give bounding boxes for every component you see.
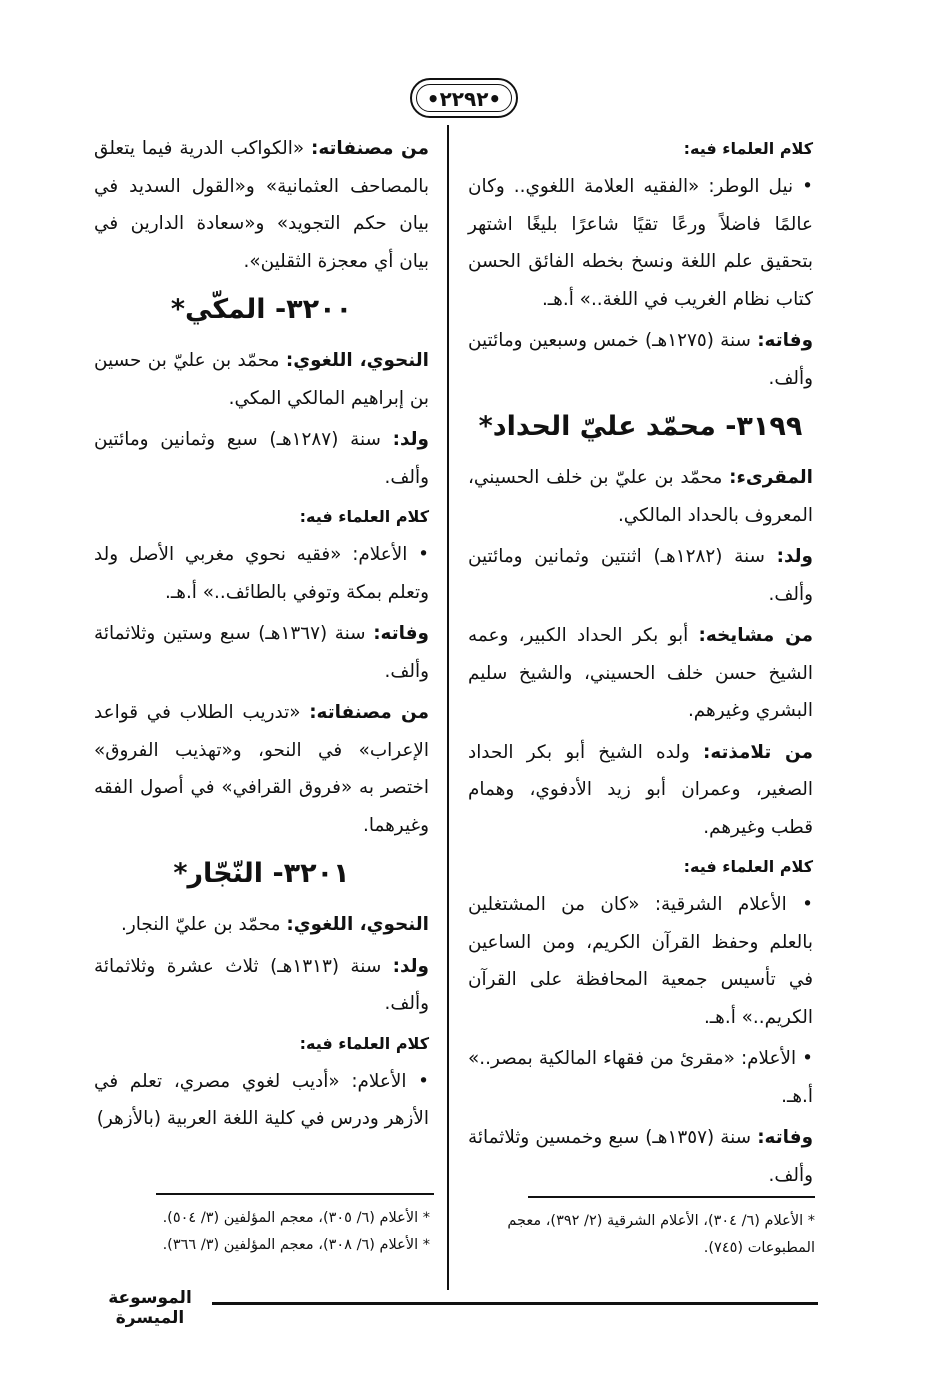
section-label: كلام العلماء فيه: xyxy=(299,507,429,526)
teachers-text: أبو بكر الحداد الكبير، وعمه الشيخ حسن خلف الحسيني، والشيخ سليم البشري وغيرهم. xyxy=(468,625,813,721)
death-label: وفاته: xyxy=(373,623,429,644)
death-paragraph xyxy=(468,1119,813,1194)
works-paragraph xyxy=(94,694,429,844)
footnote: * الأعلام (٦/ ٣٠٨)، معجم المؤلفين (٣/ ٣٦٦). xyxy=(162,1237,430,1253)
death-text: سنة (١٢٧٥هـ) خمس وسبعين ومائتين وألف. xyxy=(468,330,813,389)
right-column xyxy=(468,130,813,1198)
page-number: •٢٢٩٢• xyxy=(426,87,502,111)
works-label: من مصنفاته: xyxy=(311,138,429,159)
name-text: محمّد بن عليّ النجار. xyxy=(121,914,281,935)
name-label: النحوي، اللغوي: xyxy=(286,914,429,935)
students-text: ولده الشيخ أبو بكر الحداد الصغير، وعمران أبو زيد الأدفوي، وهمام قطب وغيرهم. xyxy=(468,741,813,838)
death-paragraph xyxy=(94,615,429,690)
column-divider xyxy=(447,125,449,1290)
left-column xyxy=(94,130,429,1142)
footnote-rule xyxy=(156,1193,434,1195)
students-label: من تلامذته: xyxy=(703,741,813,763)
birth-text: سنة (١٣١٣هـ) ثلاث عشرة وثلاثمائة وألف. xyxy=(94,955,429,1014)
page-number-frame xyxy=(410,78,518,118)
death-label: وفاته: xyxy=(757,1127,813,1148)
birth-paragraph xyxy=(94,948,429,1023)
death-paragraph xyxy=(468,322,813,397)
death-text: سنة (١٣٦٧هـ) سبع وستين وثلاثمائة وألف. xyxy=(94,623,429,682)
footnotes-left xyxy=(90,1205,430,1259)
entry-heading: ٣٢٠١- النّجّار* xyxy=(173,858,350,889)
name-paragraph xyxy=(94,342,429,417)
students-paragraph xyxy=(468,734,813,847)
footnote-rule xyxy=(528,1196,815,1198)
works-label: من مصنفاته: xyxy=(309,702,429,723)
name-label: النحوي، اللغوي: xyxy=(285,350,429,371)
birth-paragraph xyxy=(468,538,813,613)
birth-text: سنة (١٢٨٧هـ) سبع وثمانين ومائتين وألف. xyxy=(94,429,429,488)
works-text: «الكواكب الدرية فيما يتعلق بالمصاحف العثمانية» و«القول السديد في بيان حكم التجويد» و«سعادة الدارين في بيان أي معجزة الثقلين». xyxy=(94,138,429,272)
quote-paragraph: • الأعلام: «أديب لغوي مصري، تعلم في الأزهر ودرس في كلية اللغة العربية (بالأزهر) xyxy=(94,1070,429,1129)
section-label: كلام العلماء فيه: xyxy=(299,1033,429,1053)
name-label: المقرىء: xyxy=(729,467,813,488)
birth-paragraph xyxy=(94,421,429,496)
teachers-label: من مشايخه: xyxy=(698,625,814,646)
quote-paragraph: • الأعلام الشرقية: «كان من المشتغلين بالعلم وحفظ القرآن الكريم، ومن الساعين في تأسيس جمعية المحافظة على القرآن الكريم..» أ.هـ. xyxy=(468,894,813,1028)
birth-label: ولد: xyxy=(392,429,429,450)
section-label: كلام العلماء فيه: xyxy=(683,139,813,158)
quote-paragraph: • الأعلام: «فقيه نحوي مغربي الأصل ولد وتعلم بمكة وتوفي بالطائف..» أ.هـ. xyxy=(94,544,429,603)
death-text: سنة (١٣٥٧هـ) سبع وخمسين وثلاثمائة وألف. xyxy=(468,1127,813,1186)
quote-paragraph: • الأعلام: «مقرئ من فقهاء المالكية بمصر..» أ.هـ. xyxy=(468,1048,813,1107)
footnote: * الأعلام (٦/ ٣٠٥)، معجم المؤلفين (٣/ ٥٠٤). xyxy=(162,1210,430,1226)
name-text: محمّد بن عليّ بن خلف الحسيني، المعروف بالحداد المالكي. xyxy=(468,467,813,526)
teachers-paragraph xyxy=(468,617,813,730)
birth-text: سنة (١٢٨٢هـ) اثنتين وثمانين ومائتين وألف. xyxy=(468,546,813,605)
footer-rule xyxy=(212,1302,818,1305)
birth-label: ولد: xyxy=(776,546,813,567)
name-paragraph xyxy=(468,459,813,534)
death-label: وفاته: xyxy=(757,330,813,351)
footer-brand: الموسوعة الميسرة xyxy=(108,1288,192,1328)
footnote: * الأعلام (٦/ ٣٠٤)، الأعلام الشرقية (٢/ ٣٩٢)، معجم المطبوعات (٧٤٥). xyxy=(507,1213,815,1256)
works-paragraph xyxy=(94,130,429,280)
entry-heading: ٣١٩٩- محمّد عليّ الحداد* xyxy=(478,411,803,442)
works-text: «تدريب الطلاب في قواعد الإعراب» في النحو، و«تهذيب الفروق» اختصر به «فروق القرافي» في أصول الفقه وغيرهما. xyxy=(94,702,429,836)
entry-heading: ٣٢٠٠- المكّي* xyxy=(170,294,353,325)
name-paragraph xyxy=(94,906,429,944)
birth-label: ولد: xyxy=(392,955,429,977)
quote-paragraph: • نيل الوطر: «الفقيه العلامة اللغوي.. وكان عالمًا فاضلاً ورعًا تقيًا شاعرًا بليغًا اشتهر بتحقيق علم اللغة ونسخ بخطه الفائق الحسن كتاب نظام الغريب في اللغة..» أ.هـ. xyxy=(468,176,813,310)
section-label: كلام العلماء فيه: xyxy=(683,857,813,876)
name-text: محمّد بن عليّ بن حسين بن إبراهيم المالكي المكي. xyxy=(94,350,429,409)
footnotes-right xyxy=(470,1208,815,1262)
